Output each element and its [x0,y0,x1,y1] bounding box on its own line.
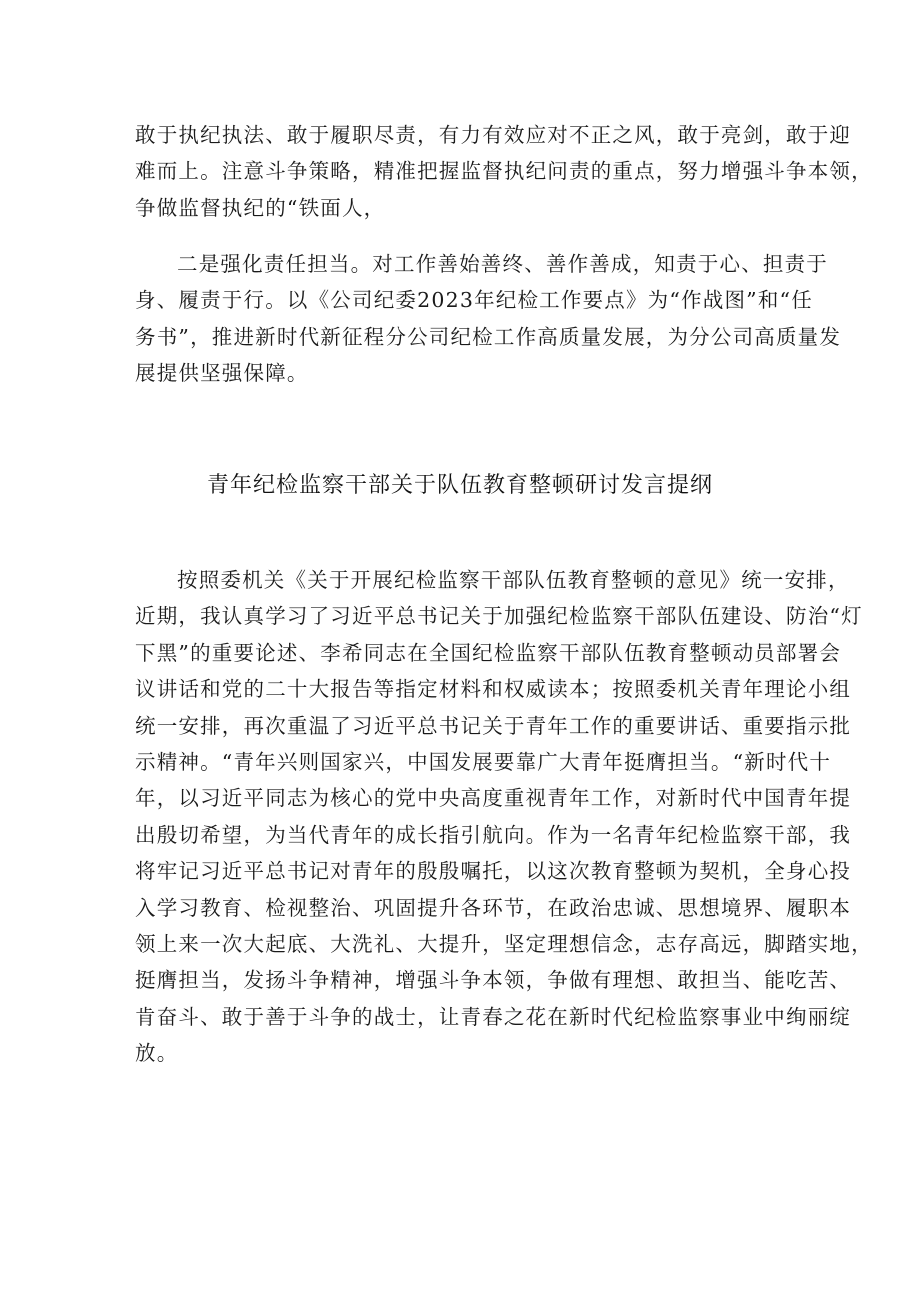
paragraph-line: 将牢记习近平总书记对青年的殷殷嘱托，以这次教育整顿为契机，全身心投 [135,859,852,884]
paragraph-line: 年，以习近平同志为核心的党中央高度重视青年工作，对新时代中国青年提 [135,786,852,811]
paragraph-line: 近期，我认真学习了习近平总书记关于加强纪检监察干部队伍建设、防治“灯 [135,604,863,629]
paragraph-line: 放。 [135,1041,179,1066]
paragraph-line: 展提供坚强保障。 [135,361,309,386]
paragraph-line: 二是强化责任担当。对工作善始善终、善作善成，知责于心、担责于 [177,252,828,276]
paragraph-line: 领上来一次大起底、大洗礼、大提升，坚定理想信念，志存高远，脚踏实地， [135,931,873,956]
paragraph-line: 务书”，推进新时代新征程分公司纪检工作高质量发展，为分公司高质量发 [135,324,842,349]
paragraph-duty-courage [135,117,873,226]
paragraph-line: 肯奋斗、敢于善于斗争的战士，让青春之花在新时代纪检监察事业中绚丽绽 [135,1004,852,1029]
paragraph-line: 敢于执纪执法、敢于履职尽责，有力有效应对不正之风，敢于亮剑，敢于迎 [135,123,852,147]
paragraph-line: 出殷切希望，为当代青年的成长指引航向。作为一名青年纪检监察干部，我 [135,822,852,847]
paragraph-line: 入学习教育、检视整治、巩固提升各环节，在政治忠诚、思想境界、履职本 [135,895,852,920]
paragraph-line: 按照委机关《关于开展纪检监察干部队伍教育整顿的意见》统一安排， [177,568,850,592]
paragraph-line: 争做监督执纪的“铁面人， [135,195,386,220]
paragraph-line: 挺膺担当，发扬斗争精神，增强斗争本领，争做有理想、敢担当、能吃苦、 [135,968,852,993]
paragraph-line: 统一安排，再次重温了习近平总书记关于青年工作的重要讲话、重要指示批 [135,713,852,738]
paragraph-line: 下黑”的重要论述、李希同志在全国纪检监察干部队伍教育整顿动员部署会 [135,640,842,665]
paragraph-line: 示精神。“青年兴则国家兴，中国发展要靠广大青年挺膺担当。“新时代十 [135,749,832,774]
paragraph-line: 议讲话和党的二十大报告等指定材料和权威读本；按照委机关青年理论小组 [135,677,852,702]
paragraph-line: 难而上。注意斗争策略，精准把握监督执纪问责的重点，努力增强斗争本领， [135,159,873,184]
section-heading: 青年纪检监察干部关于队伍教育整顿研讨发言提纲 [206,473,713,498]
paragraph-line: 身、履责于行。以《公司纪委2023年纪检工作要点》为“作战图”和“任 [135,288,813,313]
paragraph-responsibility [135,246,842,392]
paragraph-study-summary [135,562,873,1071]
